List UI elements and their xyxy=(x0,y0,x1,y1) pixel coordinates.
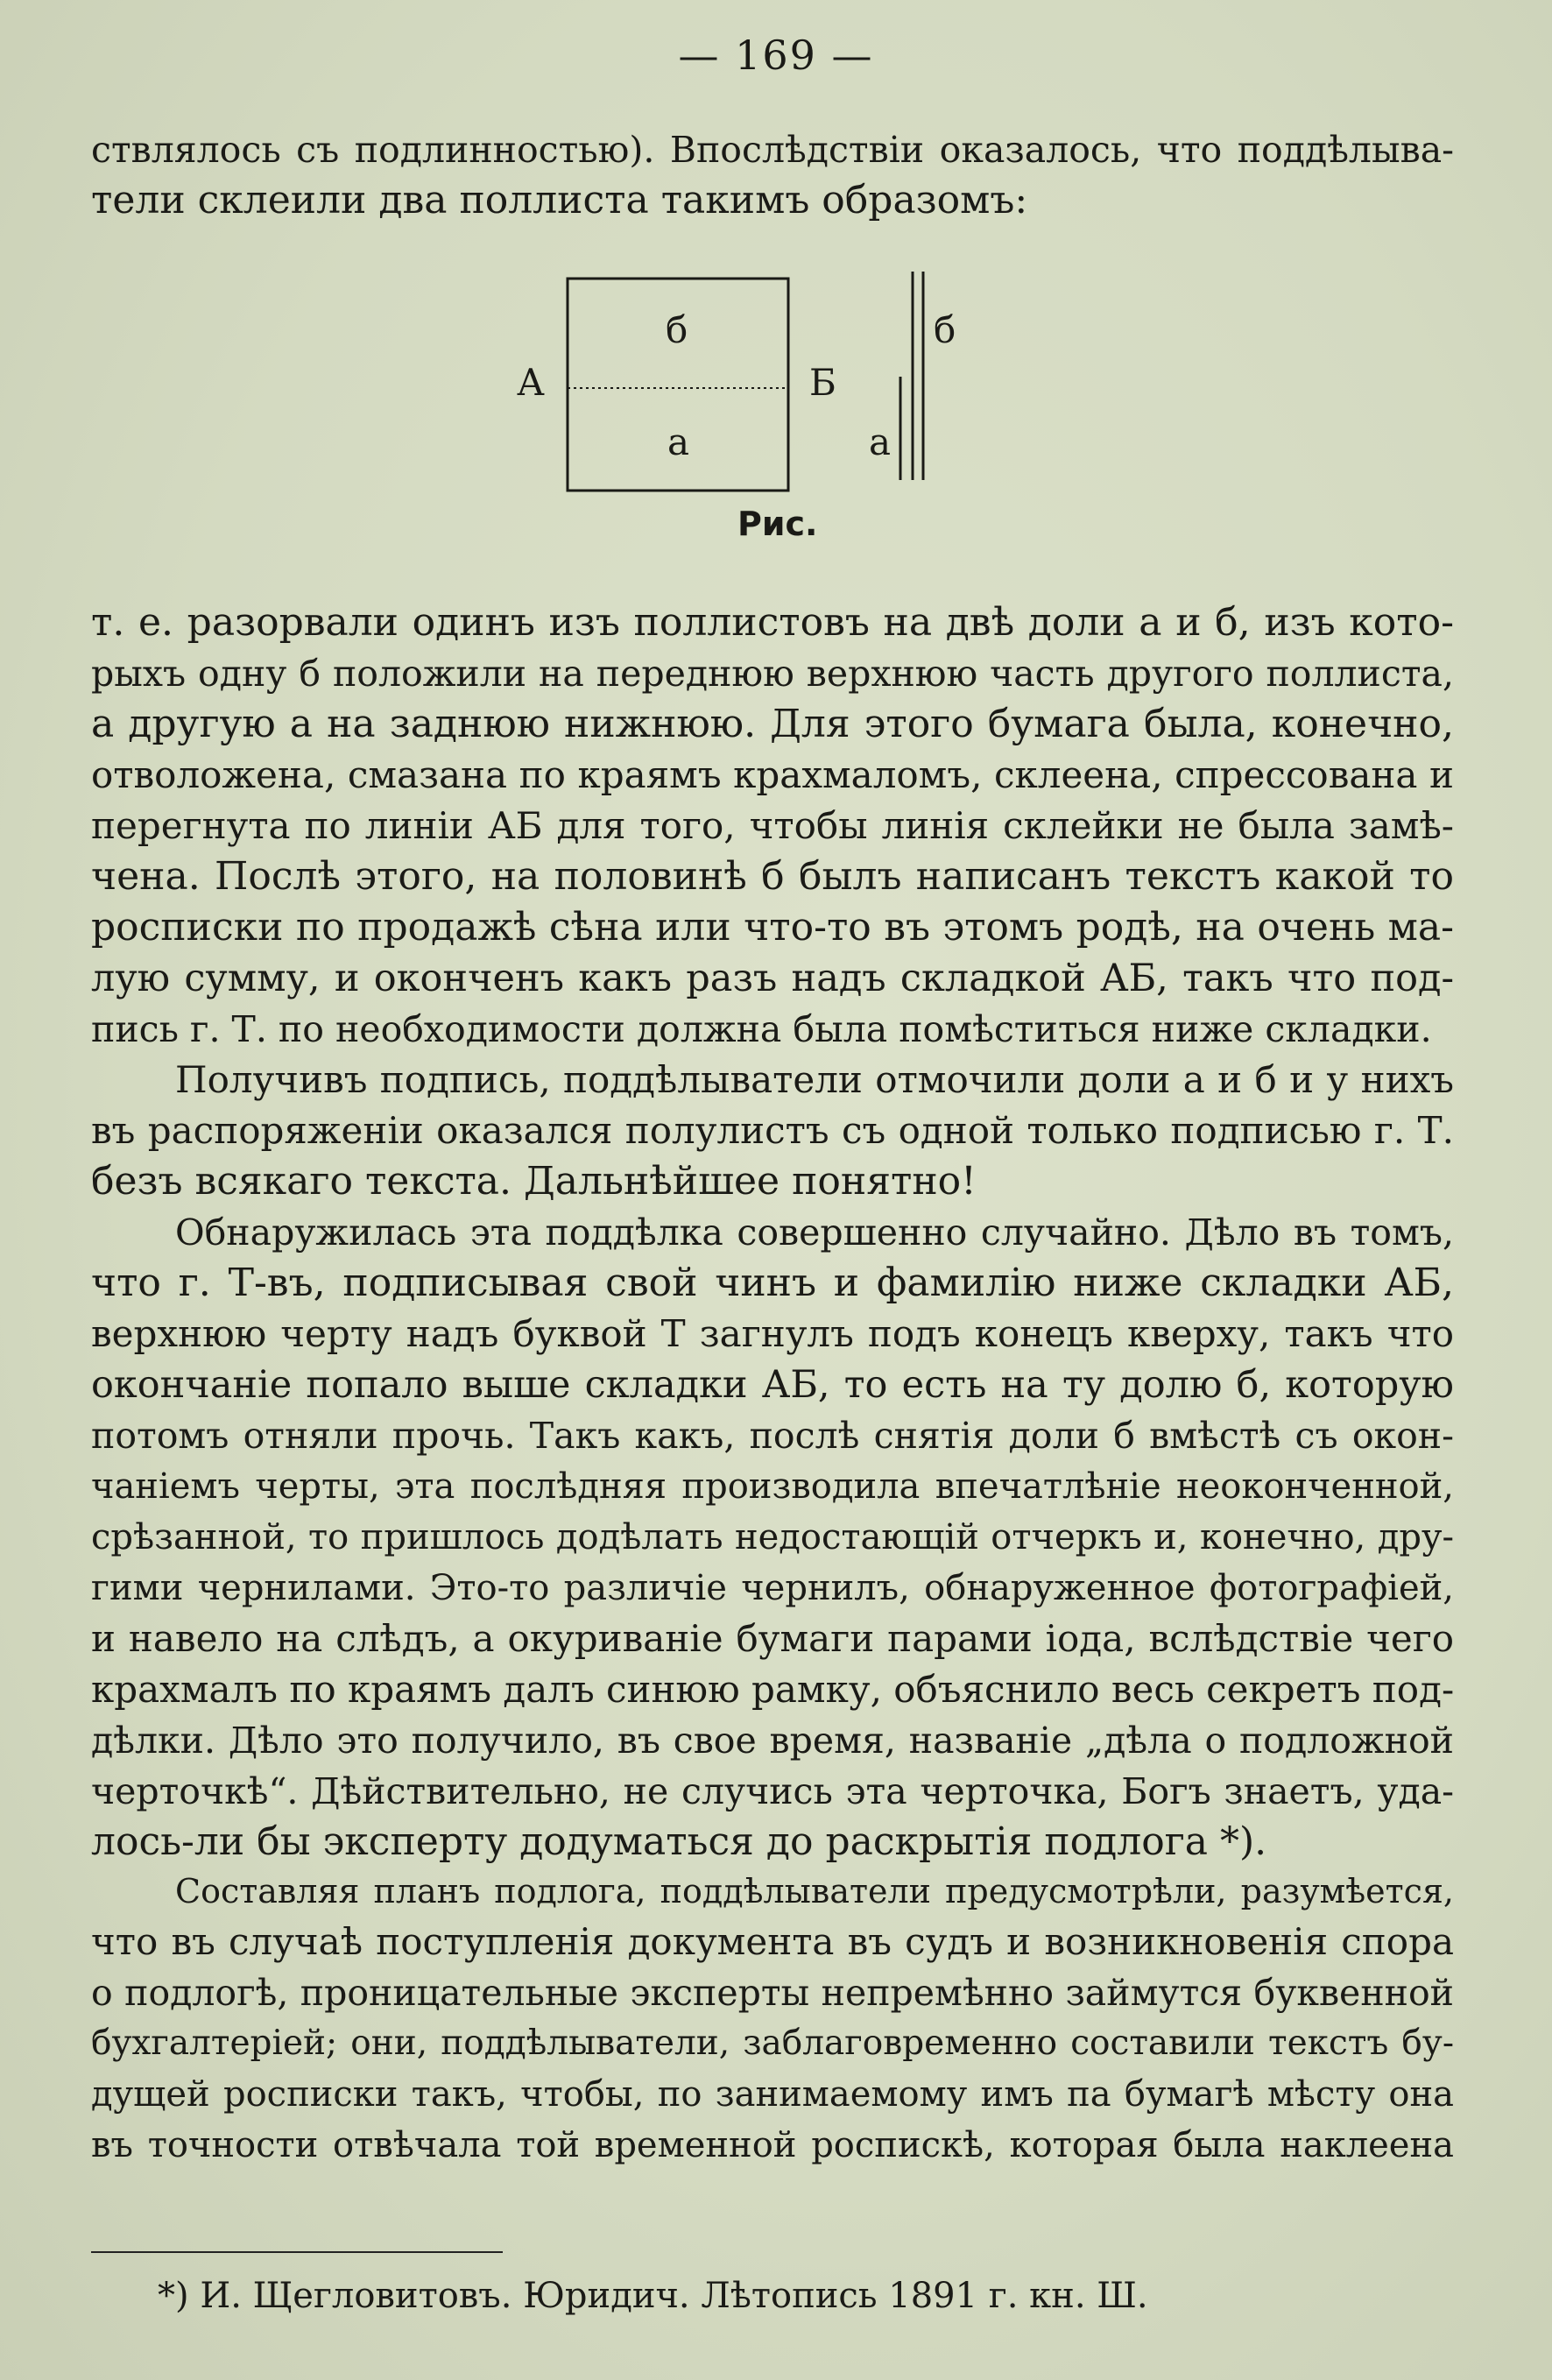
intro-text xyxy=(91,124,1454,226)
text-line: дущей росписки такъ, чтобы, по занимаемому имъ па бумагѣ мѣсту она xyxy=(91,2074,1454,2115)
text-line: пись г. Т. по необходимости должна была помѣститься ниже складки. xyxy=(91,1008,1432,1050)
text-line: перегнута по линіи АБ для того, чтобы линія склейки не была замѣ- xyxy=(91,804,1454,847)
footnote: *) И. Щегловитовъ. Юридич. Лѣтопись 1891 г. кн. Ш. xyxy=(158,2276,1148,2316)
text-line: рыхъ одну б положили на переднюю верхнюю часть другого поллиста, xyxy=(91,653,1454,695)
text-line: отволожена, смазана по краямъ крахмаломъ, склеена, спрессована и xyxy=(91,753,1454,796)
text-line: и навело на слѣдъ, а окуриваніе бумаги парами іода, вслѣдствіе чего xyxy=(91,1617,1454,1660)
text-line: что въ случаѣ поступленія документа въ судъ и возникновенія спора xyxy=(91,1920,1454,1963)
text-line: т. е. разорвали одинъ изъ поллистовъ на двѣ доли а и б, изъ кото- xyxy=(91,600,1454,645)
fold-diagram-svg xyxy=(490,263,981,499)
text-line: крахмалъ по краямъ далъ синюю рамку, объяснило весь секретъ под- xyxy=(91,1668,1455,1711)
text-line: о подлогѣ, проницательные эксперты непремѣнно займутся буквенной xyxy=(91,1972,1454,2014)
text-line: срѣзанной, то пришлось додѣлать недостающій отчеркъ и, конечно, дру- xyxy=(91,1517,1454,1557)
text-line: лую сумму, и оконченъ какъ разъ надъ складкой АБ, такъ что под- xyxy=(91,957,1454,1000)
text-line: росписки по продажѣ сѣна или что-то въ этомъ родѣ, на очень ма- xyxy=(91,905,1454,950)
text-line: бухгалтеріей; они, поддѣлыватели, заблаговременно составили текстъ бу- xyxy=(91,2023,1454,2063)
text-line: а другую а на заднюю нижнюю. Для этого бумага была, конечно, xyxy=(91,702,1454,746)
text-line: Составляя планъ подлога, поддѣлыватели предусмотрѣли, разумѣется, xyxy=(175,1872,1454,1910)
side-label-a: а xyxy=(869,420,892,463)
paragraph-1 xyxy=(91,597,1454,1055)
text-line: чаніемъ черты, эта послѣдняя производила впечатлѣніе неоконченной, xyxy=(91,1466,1454,1507)
text-line: тели склеили два поллиста такимъ образомъ: xyxy=(91,178,1028,222)
paragraph-4 xyxy=(91,1866,1454,2171)
text-line: Получивъ подпись, поддѣлыватели отмочили доли а и б и у нихъ xyxy=(175,1058,1454,1101)
text-line: что г. Т-въ, подписывая свой чинъ и фамилію ниже складки АБ, xyxy=(91,1261,1454,1305)
text-line: чена. Послѣ этого, на половинѣ б былъ написанъ текстъ какой то xyxy=(91,854,1454,899)
side-label-b: б xyxy=(934,308,956,351)
label-a-bottom: а xyxy=(667,420,690,463)
text-line: лось-ли бы эксперту додуматься до раскрытія подлога *). xyxy=(91,1819,1267,1864)
text-line: Обнаружилась эта поддѣлка совершенно случайно. Дѣло въ томъ, xyxy=(175,1211,1454,1254)
text-line: черточкѣ“. Дѣйствительно, не случись эта черточка, Богъ знаетъ, уда- xyxy=(91,1770,1454,1812)
text-line: потомъ отняли прочь. Такъ какъ, послѣ снятія доли б вмѣстѣ съ окон- xyxy=(91,1415,1454,1457)
text-line: ствлялось съ подлинностью). Впослѣдствіи оказалось, что поддѣлыва- xyxy=(91,129,1454,171)
text-line: въ распоряженіи оказался полулистъ съ одной только подписью г. Т. xyxy=(91,1109,1454,1152)
figure-caption: Рис. xyxy=(737,505,818,543)
text-line: окончаніе попало выше складки АБ, то есть на ту долю б, которую xyxy=(91,1363,1454,1407)
label-A: А xyxy=(517,361,545,404)
paragraph-3 xyxy=(91,1207,1454,1868)
fold-diagram xyxy=(490,263,981,552)
footnote-rule xyxy=(91,2251,503,2253)
paragraph-2 xyxy=(91,1055,1454,1207)
text-line: дѣлки. Дѣло это получило, въ свое время, названіе „дѣла о подложной xyxy=(91,1720,1454,1762)
text-line: гими чернилами. Это-то различіе чернилъ, обнаруженное фотографіей, xyxy=(91,1568,1454,1608)
text-line: безъ всякаго текста. Дальнѣйшее понятно! xyxy=(91,1159,977,1204)
page-number: — 169 — xyxy=(678,32,874,79)
label-B: Б xyxy=(809,361,836,404)
text-line: верхнюю черту надъ буквой Т загнулъ подъ конецъ кверху, такъ что xyxy=(91,1312,1454,1355)
label-b-top: б xyxy=(666,308,688,351)
text-line: въ точности отвѣчала той временной роспискѣ, которая была наклеена xyxy=(91,2125,1454,2165)
